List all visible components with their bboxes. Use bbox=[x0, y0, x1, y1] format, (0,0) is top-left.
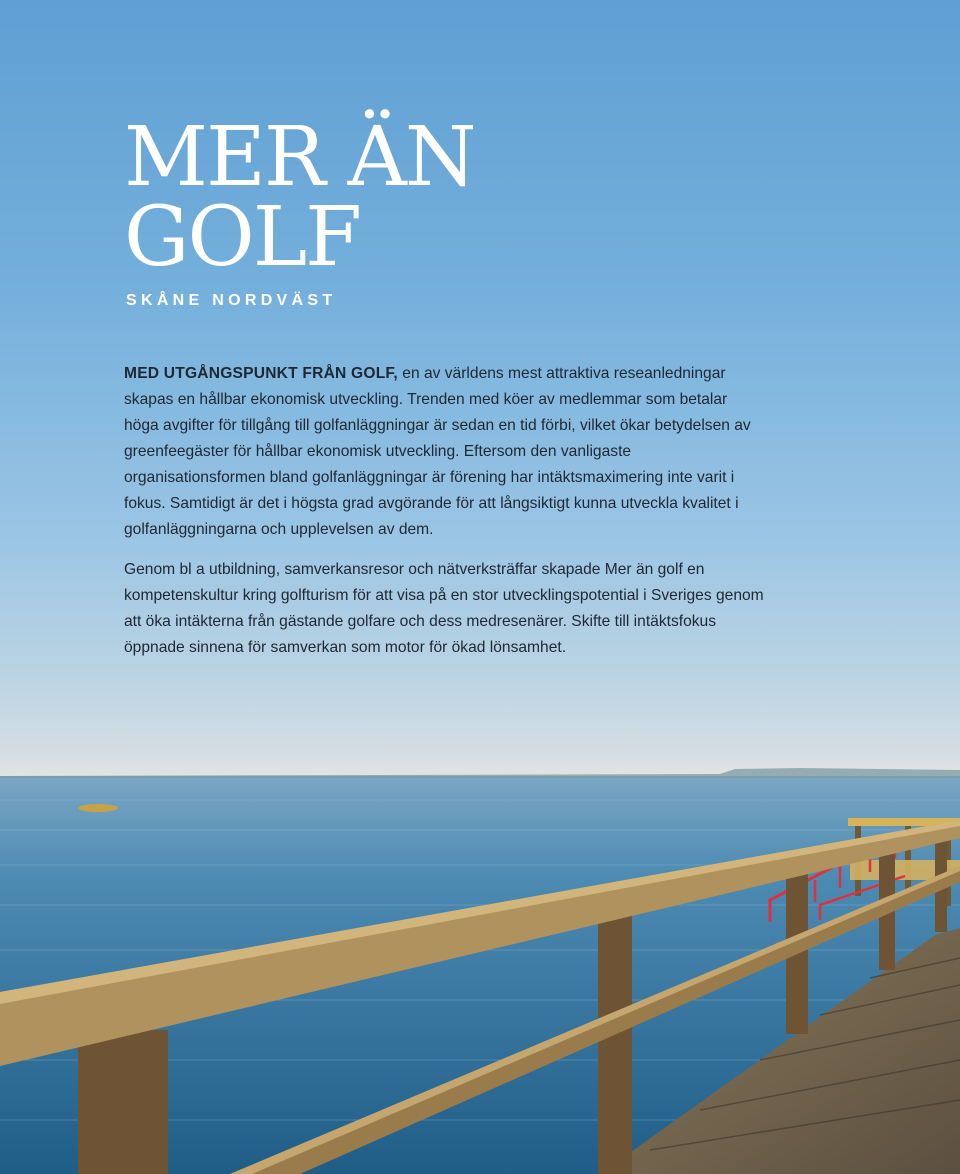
small-boat bbox=[78, 804, 118, 812]
page-subtitle: SKÅNE NORDVÄST bbox=[126, 292, 337, 309]
distant-coastline bbox=[0, 768, 960, 778]
page-title bbox=[124, 110, 475, 285]
paragraph-2-text: Genom bl a utbildning, samverkansresor och nätverksträffar skapade Mer än golf en kompetenskultur kring golfturism för att visa på en stor utvecklingspotential i Sveriges genom att öka intäkterna från gästande golfare och dess medresenärer. Skifte till intäktsfokus öppnade sinnena för samverkan som motor för ökad lönsamhet. bbox=[124, 561, 764, 656]
page-title-line-2: GOLF bbox=[124, 190, 361, 285]
paragraph-1 bbox=[124, 361, 764, 543]
paragraph-1-text: en av världens mest attraktiva reseanledningar skapas en hållbar ekonomisk utveckling. Trenden med köer av medlemmar som betalar höga avgifter för tillgång till golfanläggningar är sedan en tid förbi, vilket ökar betydelsen av greenfeegäster för hållbar ekonomisk utveckling. Eftersom den vanligaste organisationsformen bland golfanläggningar är förening har intäktsmaximering inte varit i fokus. Samtidigt är det i högsta grad avgörande för att långsiktigt kunna utveckla kvalitet i golfanläggningarna och upplevelsen av dem. bbox=[124, 365, 751, 538]
paragraph-2 bbox=[124, 557, 764, 661]
article-body bbox=[124, 361, 764, 675]
page-title-line-1: MER ÄN bbox=[124, 110, 475, 205]
paragraph-1-lead: MED UTGÅNGSPUNKT FRÅN GOLF, bbox=[124, 365, 398, 382]
